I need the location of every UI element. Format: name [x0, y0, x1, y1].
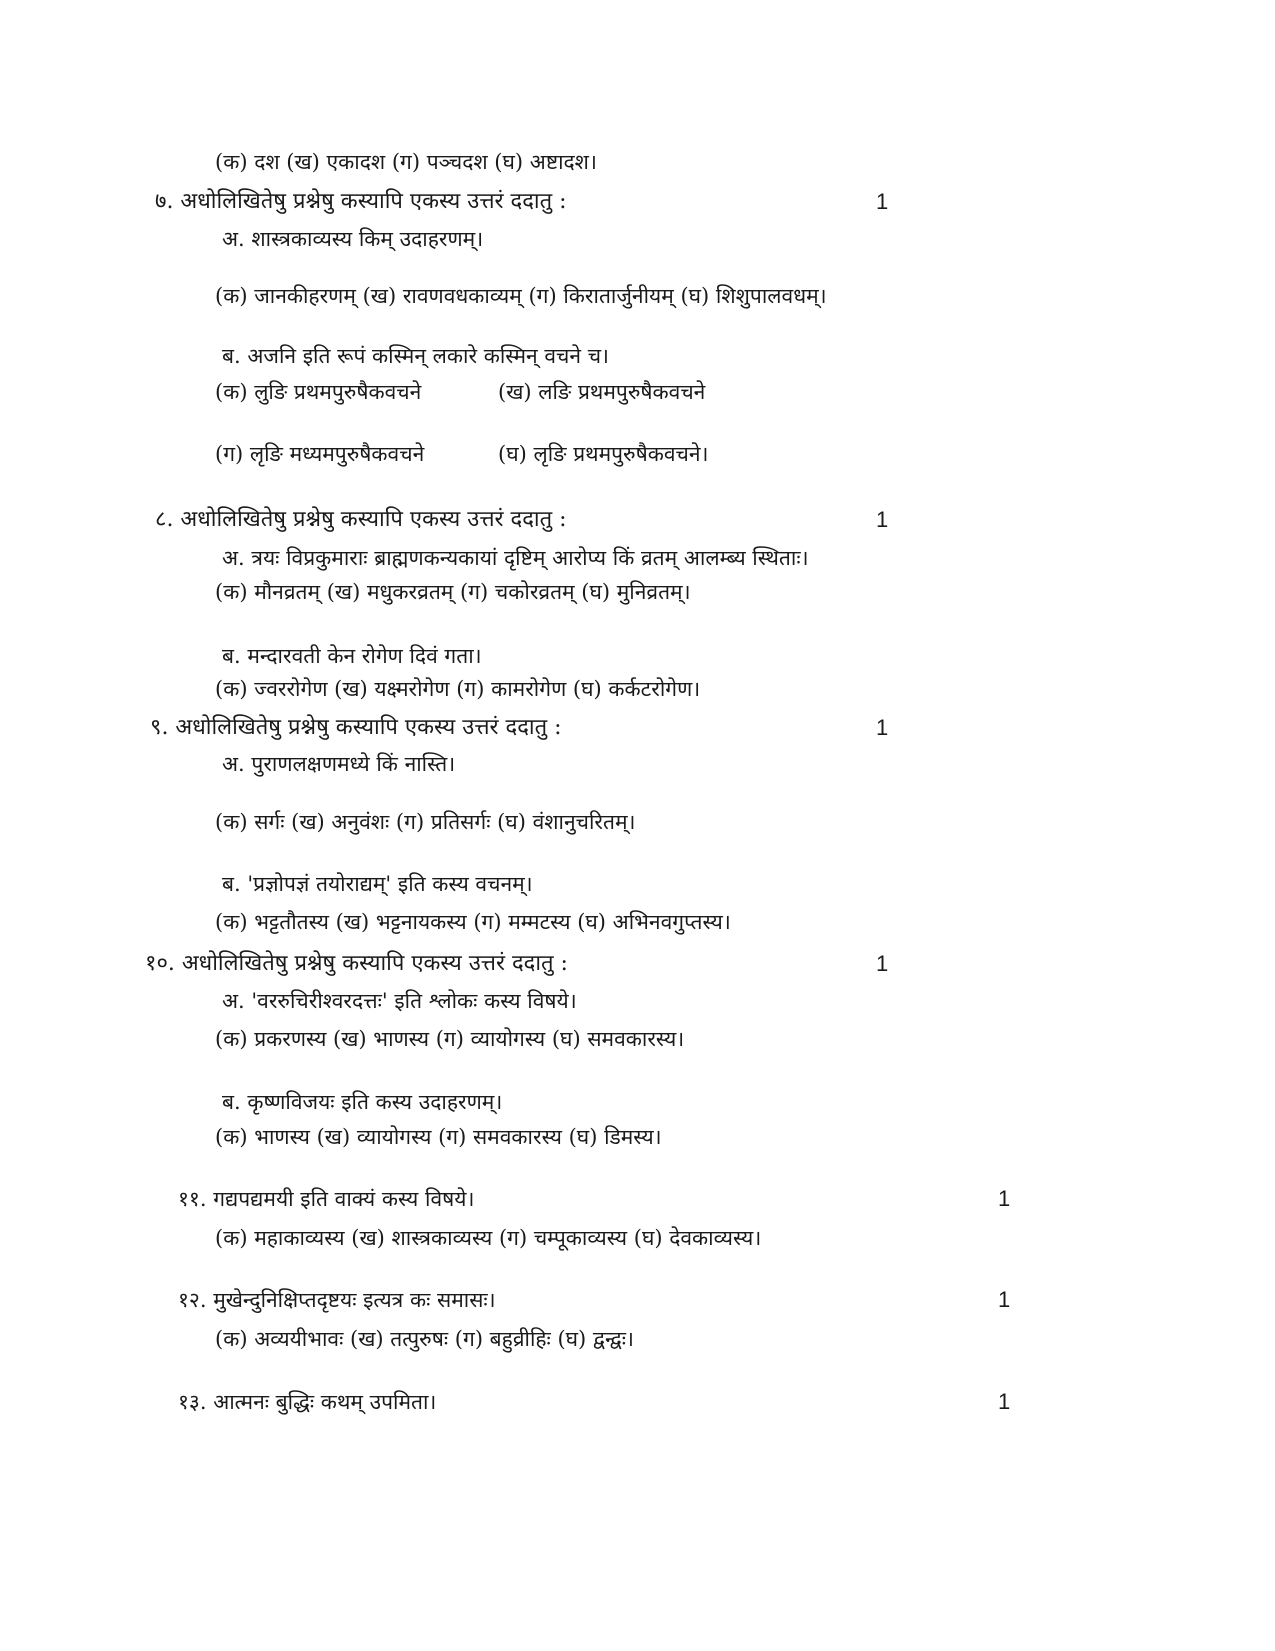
question-7: ७. अधोलिखितेषु प्रश्नेषु कस्यापि एकस्य उत्तरं ददातु :	[155, 189, 567, 214]
question-7b-option-gha: (घ) लृङि प्रथमपुरुषैकवचने।	[498, 442, 709, 466]
question-9a: अ. पुराणलक्षणमध्ये किं नास्ति।	[222, 752, 456, 776]
marks-12: 1	[998, 1287, 1011, 1312]
question-7a-options: (क) जानकीहरणम् (ख) रावणवधकाव्यम् (ग) किरातार्जुनीयम् (घ) शिशुपालवधम्।	[215, 284, 827, 308]
question-7b-option-ga: (ग) लृङि मध्यमपुरुषैकवचने	[215, 442, 425, 466]
question-7b-option-kha: (ख) लङि प्रथमपुरुषैकवचने	[498, 380, 706, 404]
question-9b: ब. 'प्रज्ञोपज्ञं तयोराद्यम्' इति कस्य वचनम्।	[222, 872, 533, 896]
question-7b: ब. अजनि इति रूपं कस्मिन् लकारे कस्मिन् वचने च।	[222, 344, 610, 368]
question-8b-options: (क) ज्वररोगेण (ख) यक्ष्मरोगेण (ग) कामरोगेण (घ) कर्कटरोगेण।	[215, 677, 701, 701]
question-9b-options: (क) भट्टतौतस्य (ख) भट्टनायकस्य (ग) मम्मटस्य (घ) अभिनवगुप्तस्य।	[215, 910, 731, 934]
marks-7: 1	[876, 189, 889, 214]
question-10: १०. अधोलिखितेषु प्रश्नेषु कस्यापि एकस्य उत्तरं ददातु :	[145, 951, 568, 976]
question-10b: ब. कृष्णविजयः इति कस्य उदाहरणम्।	[222, 1090, 503, 1114]
question-9: ९. अधोलिखितेषु प्रश्नेषु कस्यापि एकस्य उत्तरं ददातु :	[150, 715, 562, 740]
question-11: ११. गद्यपद्यमयी इति वाक्यं कस्य विषये।	[178, 1187, 475, 1211]
q6-options: (क) दश (ख) एकादश (ग) पञ्चदश (घ) अष्टादश।	[215, 150, 597, 174]
question-12-options: (क) अव्ययीभावः (ख) तत्पुरुषः (ग) बहुव्रीहिः (घ) द्वन्द्वः।	[215, 1327, 634, 1351]
marks-13: 1	[998, 1389, 1011, 1414]
question-10b-options: (क) भाणस्य (ख) व्यायोगस्य (ग) समवकारस्य (घ) डिमस्य।	[215, 1125, 662, 1149]
marks-11: 1	[998, 1186, 1011, 1211]
question-13: १३. आत्मनः बुद्धिः कथम् उपमिता।	[178, 1390, 437, 1414]
question-10a: अ. 'वररुचिरीश्वरदत्तः' इति श्लोकः कस्य विषये।	[222, 989, 577, 1013]
question-8a-options: (क) मौनव्रतम् (ख) मधुकरव्रतम् (ग) चकोरव्रतम् (घ) मुनिव्रतम्।	[215, 580, 691, 604]
question-8a: अ. त्रयः विप्रकुमाराः ब्राह्मणकन्यकायां दृष्टिम् आरोप्य किं व्रतम् आलम्ब्य स्थिताः।	[222, 546, 809, 570]
question-9a-options: (क) सर्गः (ख) अनुवंशः (ग) प्रतिसर्गः (घ) वंशानुचरितम्।	[215, 810, 636, 834]
question-11-options: (क) महाकाव्यस्य (ख) शास्त्रकाव्यस्य (ग) चम्पूकाव्यस्य (घ) देवकाव्यस्य।	[215, 1226, 762, 1250]
marks-9: 1	[876, 715, 889, 740]
question-7b-option-ka: (क) लुङि प्रथमपुरुषैकवचने	[215, 380, 422, 404]
marks-8: 1	[876, 507, 889, 532]
question-8b: ब. मन्दारवती केन रोगेण दिवं गता।	[222, 644, 482, 668]
question-8: ८. अधोलिखितेषु प्रश्नेषु कस्यापि एकस्य उत्तरं ददातु :	[155, 507, 567, 532]
question-7a: अ. शास्त्रकाव्यस्य किम् उदाहरणम्।	[222, 227, 484, 251]
question-12: १२. मुखेन्दुनिक्षिप्तदृष्टयः इत्यत्र कः समासः।	[178, 1288, 496, 1312]
marks-10: 1	[876, 951, 889, 976]
question-10a-options: (क) प्रकरणस्य (ख) भाणस्य (ग) व्यायोगस्य (घ) समवकारस्य।	[215, 1027, 685, 1051]
